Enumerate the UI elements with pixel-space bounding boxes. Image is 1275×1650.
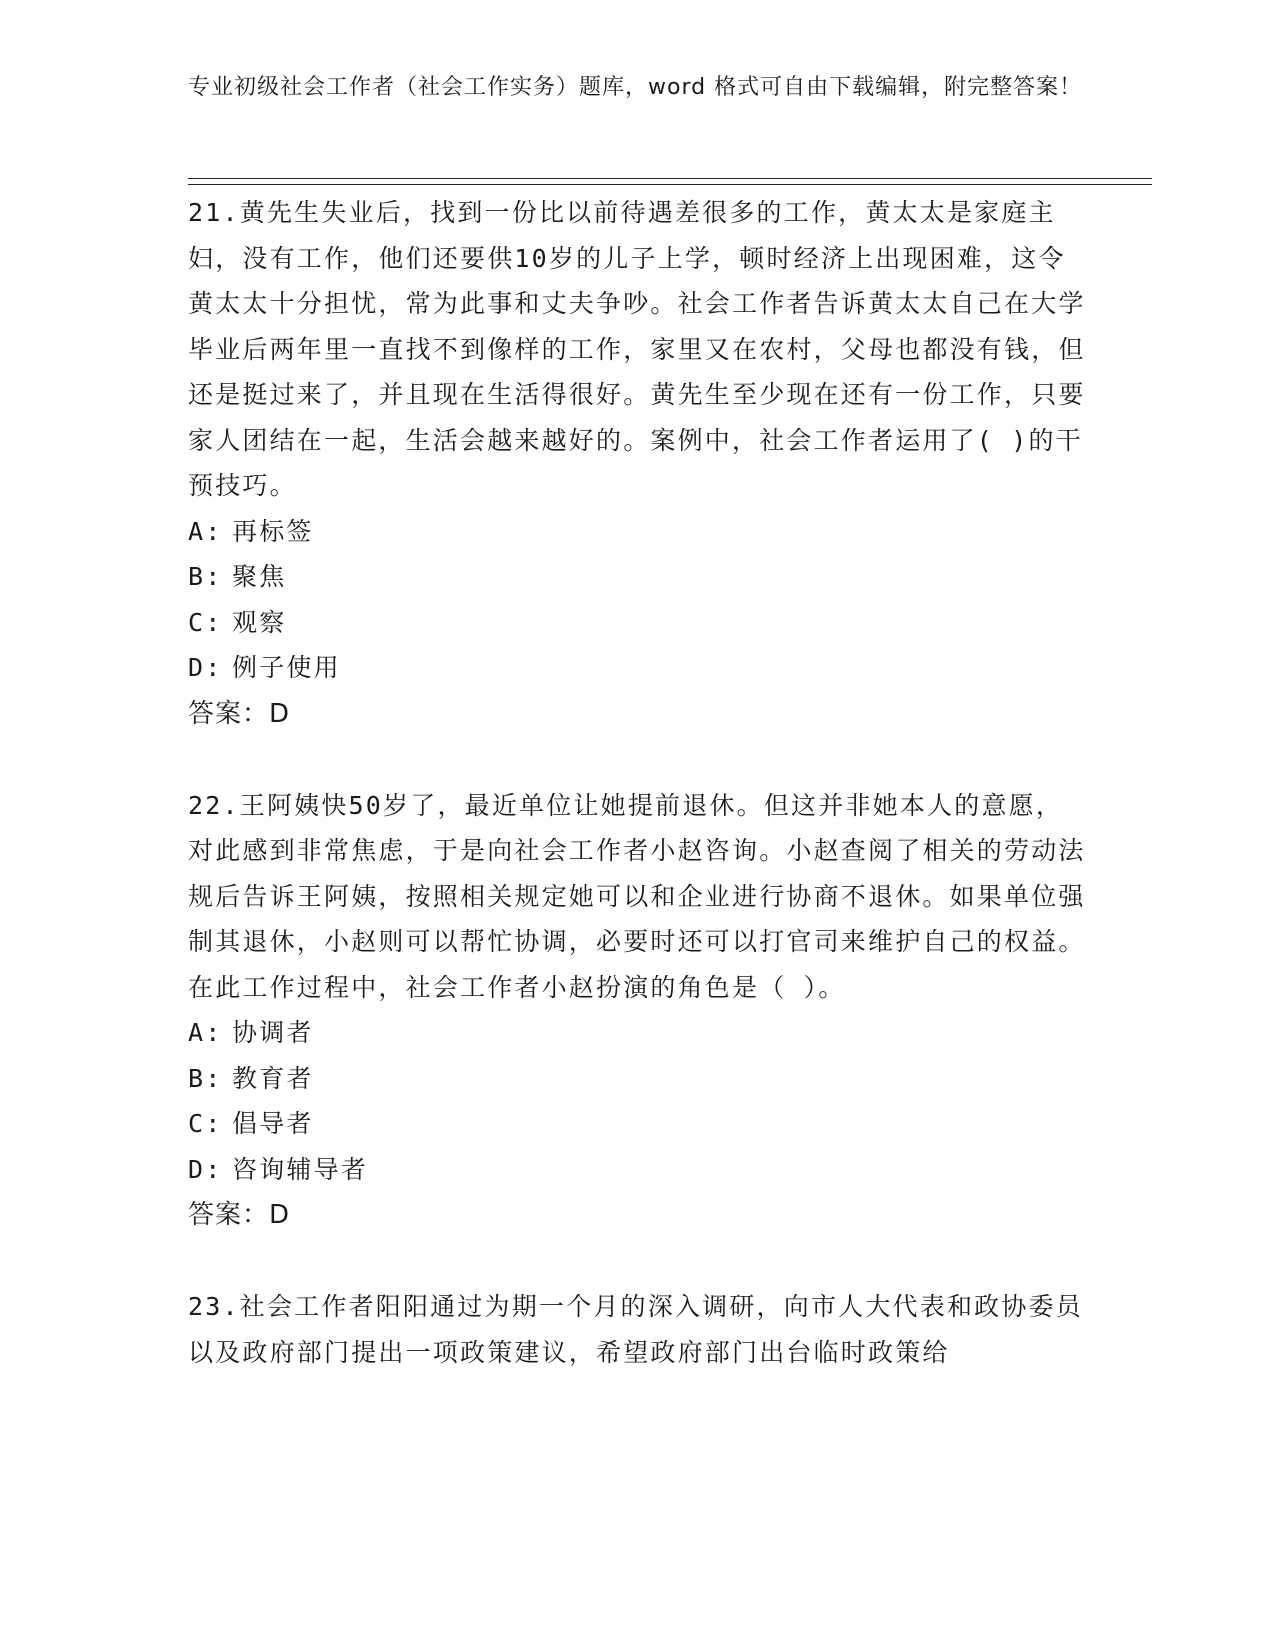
- header-divider-bottom: [188, 184, 1152, 185]
- option-text: 观察: [232, 607, 287, 637]
- option-letter: D:: [188, 653, 223, 682]
- option-letter: B:: [188, 562, 223, 591]
- question-list: [188, 190, 1088, 1375]
- option-text: 再标签: [232, 516, 314, 546]
- option-letter: C:: [188, 1109, 223, 1138]
- question-item: [188, 783, 1088, 1239]
- option-d: [188, 1147, 1088, 1193]
- option-b: [188, 554, 1088, 600]
- option-d: [188, 645, 1088, 691]
- option-text: 例子使用: [232, 653, 341, 682]
- question-text: 22.王阿姨快50岁了，最近单位让她提前退休。但这并非她本人的意愿，对此感到非常焦虑，于是向社会工作者小赵咨询。小赵查阅了相关的劳动法规后告诉王阿姨，按照相关规定她可以和企业进行协商不退休。如果单位强制其退休，小赵则可以帮忙协调，必要时还可以打官司来维护自己的权益。在此工作过程中，社会工作者小赵扮演的角色是（ ）。: [188, 790, 1086, 1002]
- answer-line: 答案：D: [188, 698, 291, 729]
- option-a: [188, 509, 1088, 555]
- option-text: 聚焦: [232, 562, 287, 591]
- option-c: [188, 1101, 1088, 1147]
- header-divider-top: [188, 178, 1152, 179]
- option-letter: B:: [188, 1063, 223, 1093]
- option-text: 倡导者: [232, 1109, 314, 1138]
- option-c: [188, 600, 1088, 646]
- option-a: [188, 1010, 1088, 1056]
- option-letter: D:: [188, 1154, 223, 1184]
- question-item: [188, 1284, 1088, 1375]
- question-text: 21.黄先生失业后，找到一份比以前待遇差很多的工作，黄太太是家庭主妇，没有工作，他们还要供10岁的儿子上学，顿时经济上出现困难，这令黄太太十分担忧，常为此事和丈夫争吵。社会工作者告诉黄太太自己在大学毕业后两年里一直找不到像样的工作，家里又在农村，父母也都没有钱，但还是挺过来了，并且现在生活得很好。黄先生至少现在还有一份工作，只要家人团结在一起，生活会越来越好的。案例中，社会工作者运用了( )的干预技巧。: [188, 198, 1086, 500]
- question-spacer: [188, 1238, 1088, 1284]
- question-spacer: [188, 737, 1088, 783]
- option-text: 协调者: [232, 1018, 314, 1047]
- question-text: 23.社会工作者阳阳通过为期一个月的深入调研，向市人大代表和政协委员以及政府部门提出一项政策建议，希望政府部门出台临时政策给: [188, 1292, 1083, 1367]
- question-item: [188, 190, 1088, 737]
- option-text: 咨询辅导者: [232, 1154, 369, 1184]
- option-letter: A:: [188, 1018, 223, 1047]
- option-b: [188, 1056, 1088, 1102]
- document-header: 专业初级社会工作者（社会工作实务）题库，word 格式可自由下载编辑，附完整答案！: [188, 75, 1083, 100]
- answer-line: 答案：D: [188, 1200, 291, 1230]
- option-letter: A:: [188, 516, 223, 546]
- option-text: 教育者: [232, 1063, 314, 1093]
- option-letter: C:: [188, 607, 223, 637]
